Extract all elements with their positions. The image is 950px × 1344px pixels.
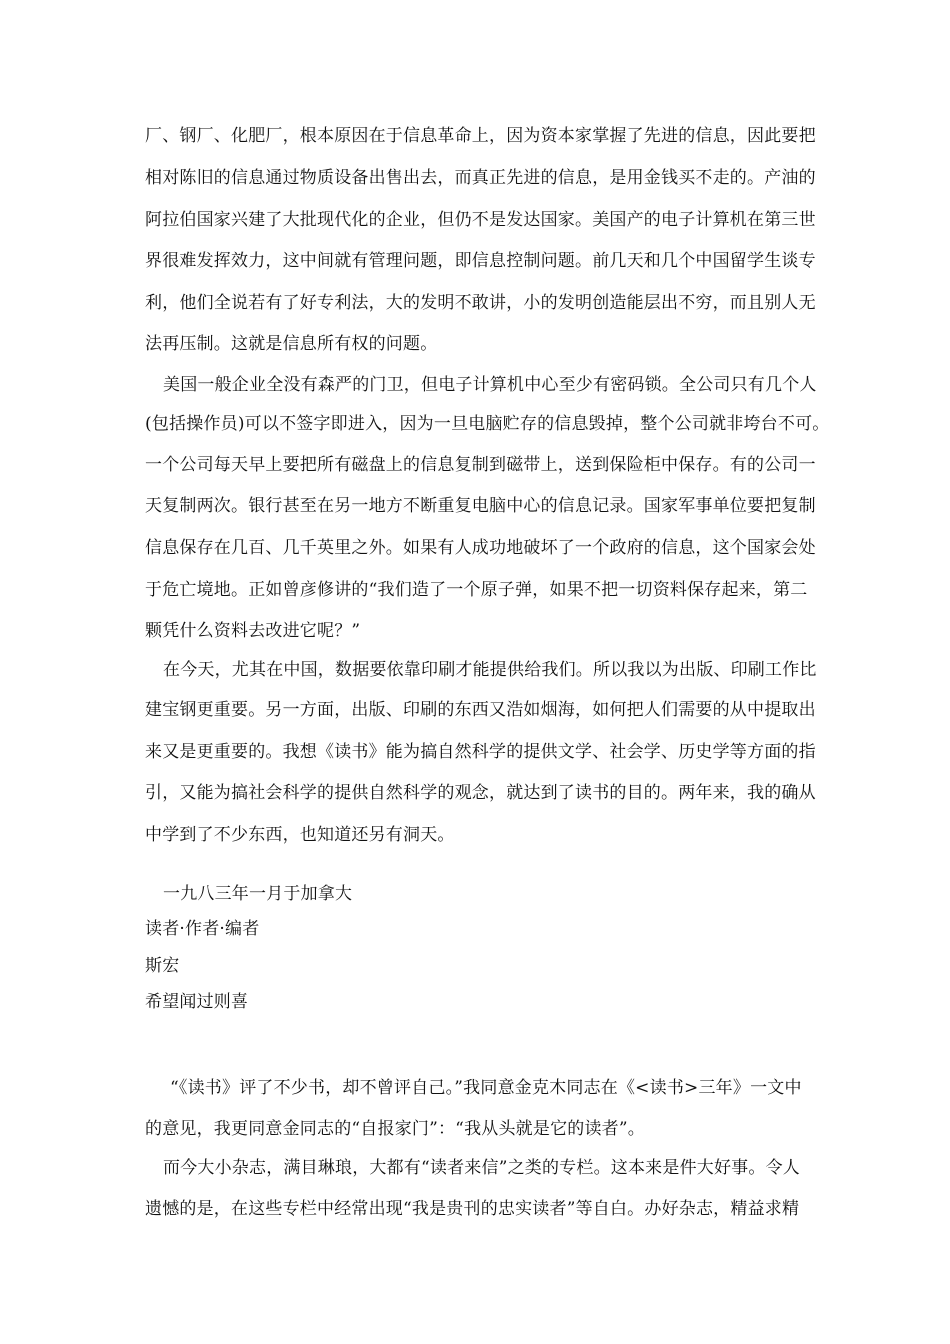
body-text-line: 而今大小杂志，满目琳琅，大都有“读者来信”之类的专栏。这本来是件大好事。令人 xyxy=(163,1158,800,1178)
body-text-line: 颗凭什么资料去改进它呢？” xyxy=(145,621,361,641)
body-text-line: 天复制两次。银行甚至在另一地方不断重复电脑中心的信息记录。国家军事单位要把复制 xyxy=(145,496,816,516)
author-name: 斯宏 xyxy=(145,956,180,976)
body-text-line: 厂、钢厂、化肥厂，根本原因在于信息革命上，因为资本家掌握了先进的信息，因此要把 xyxy=(145,126,816,146)
body-text-line: 中学到了不少东西，也知道还另有洞天。 xyxy=(145,825,455,845)
body-text-line: 界很难发挥效力，这中间就有管理问题，即信息控制问题。前几天和几个中国留学生谈专 xyxy=(145,251,816,271)
body-text-line: 的意见，我更同意金同志的“自报家门”：“我从头就是它的读者”。 xyxy=(145,1119,645,1139)
body-text-line: 相对陈旧的信息通过物质设备出售出去，而真正先进的信息，是用金钱买不走的。产油的 xyxy=(145,168,816,188)
body-text-line: 引，又能为搞社会科学的提供自然科学的观念，就达到了读书的目的。两年来，我的确从 xyxy=(145,783,816,803)
body-text-line: 于危亡境地。正如曾彦修讲的“我们造了一个原子弹，如果不把一切资料保存起来，第二 xyxy=(145,580,808,600)
body-text-line: 遗憾的是，在这些专栏中经常出现“我是贵刊的忠实读者”等自白。办好杂志，精益求精 xyxy=(145,1199,800,1219)
body-text-line: 信息保存在几百、几千英里之外。如果有人成功地破坏了一个政府的信息，这个国家会处 xyxy=(145,538,816,558)
body-text-line: 来又是更重要的。我想《读书》能为搞自然科学的提供文学、社会学、历史学等方面的指 xyxy=(145,742,816,762)
body-text-line: (包括操作员)可以不签字即进入，因为一旦电脑贮存的信息毁掉，整个公司就非垮台不可。 xyxy=(145,414,830,434)
body-text-line: 一个公司每天早上要把所有磁盘上的信息复制到磁带上，送到保险柜中保存。有的公司一 xyxy=(145,455,816,475)
body-text-line: 建宝钢更重要。另一方面，出版、印刷的东西又浩如烟海，如何把人们需要的从中提取出 xyxy=(145,700,816,720)
body-text-line: 美国一般企业全没有森严的门卫，但电子计算机中心至少有密码锁。全公司只有几个人 xyxy=(163,375,817,395)
dateline: 一九八三年一月于加拿大 xyxy=(163,884,353,904)
body-text-line: “《读书》评了不少书，却不曾评自己。”我同意金克木同志在《<读书>三年》一文中 xyxy=(170,1078,802,1098)
body-text-line: 法再压制。这就是信息所有权的问题。 xyxy=(145,334,438,354)
body-text-line: 在今天，尤其在中国，数据要依靠印刷才能提供给我们。所以我以为出版、印刷工作比 xyxy=(163,660,817,680)
article-title: 希望闻过则喜 xyxy=(145,992,249,1012)
section-header: 读者·作者·编者 xyxy=(145,919,260,939)
body-text-line: 阿拉伯国家兴建了大批现代化的企业，但仍不是发达国家。美国产的电子计算机在第三世 xyxy=(145,210,816,230)
body-text-line: 利，他们全说若有了好专利法，大的发明不敢讲，小的发明创造能层出不穷，而且别人无 xyxy=(145,293,816,313)
